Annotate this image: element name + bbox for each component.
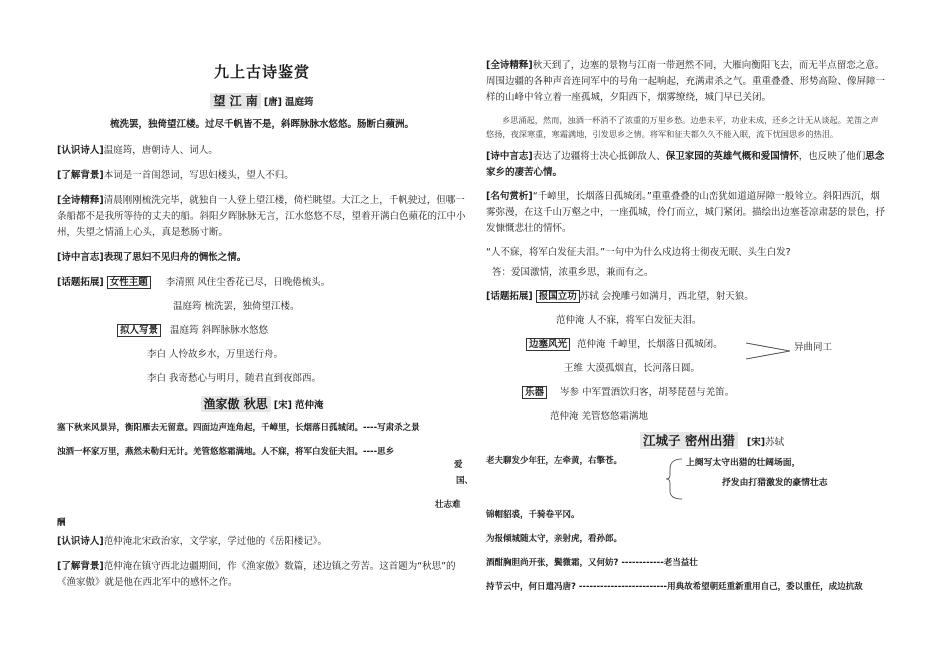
interpretation-text: 秋天到了，边塞的景物与江南一带迥然不同，大雁向衡阳飞去，而无半点留恋之意。周围边疆的各种声音连同军中的号角一起响起，充满肃杀之气。重重叠叠、形势高险、像屏障一样的山峰中耸立着一座孤城，夕阳西下，烟雾缭绕，城门早已关闭。 (486, 60, 886, 103)
poem3-heading (486, 431, 886, 449)
poem2-notes (57, 460, 474, 528)
brace-icon (664, 457, 686, 501)
poem3-line1: 老夫聊发少年狂，左牵黄，右擎苍。 (486, 456, 623, 466)
interpretation-label: [全诗精释] (57, 195, 104, 206)
extension-line: 温庭筠 梳洗罢，独倚望江楼。 (173, 301, 300, 312)
extension-line: 李白 人怜故乡水，万里送行舟。 (147, 349, 284, 360)
right-column (486, 58, 886, 595)
poem1-emotion (57, 250, 467, 266)
extension-line: 李白 我寄愁心与明月，随君直到夜郎西。 (147, 373, 322, 384)
poem1-extension (57, 275, 467, 291)
poem2-background (57, 559, 467, 591)
extension-row (486, 385, 886, 401)
poet-text: 范仲淹北宋政治家，文学家，学过他的《岳阳楼记》。 (103, 536, 327, 547)
poem1-interpretation (57, 193, 467, 241)
topic-women: 女性主题 (107, 276, 151, 289)
left-column (57, 58, 474, 600)
poet-label: [认识诗人] (57, 145, 104, 156)
emotion-text: 表现了思妇不见归舟的惆怅之情。 (103, 252, 247, 263)
extension-line: 范仲淹 羌管悠悠霜满地 (550, 411, 649, 422)
note-unfulfilled: 酬 (57, 518, 66, 528)
frontier-group (486, 337, 886, 377)
poem2-extension (486, 289, 886, 305)
note-ambition: 抒发由打猎激发的豪情壮志 (722, 478, 828, 488)
extension-line: 苏轼 会挽雕弓如满月，西北望，射天狼。 (579, 291, 754, 302)
poem3-upper (486, 453, 886, 503)
poem2-heading (57, 395, 467, 412)
poem3-line5: 持节云中，何日遣冯唐? -------------------------用典故希望朝廷重新重用自己，委以重任，成边抗敌 (486, 582, 863, 592)
poem2-emotion (486, 149, 886, 181)
topic-frontier: 边塞风光 (526, 338, 570, 351)
poem3-line2: 锦帽貂裘，千骑卷平冈。 (486, 510, 580, 520)
extension-label: [话题拓展] (486, 291, 533, 302)
poem1-dynasty: [唐] (263, 97, 283, 108)
extension-label: [话题拓展] (57, 277, 104, 288)
note-ambition: 壮志难 (435, 500, 461, 510)
note-upper-stanza: 上阕写太守出猎的壮阔场面， (686, 458, 801, 468)
famous-text: “千嶂里，长烟落日孤城闭。”重重叠叠的山峦犹如道道屏障一般耸立。斜阳西沉，烟雾弥漫，在这千山万壑之中，一座孤城，伶仃而立，城门紧闭。描绘出边塞苍凉肃瑟的景色，抒发慷慨悲壮的情怀。 (486, 191, 886, 234)
interpretation-text: 清晨刚刚梳洗完毕，就独自一人登上望江楼，倚栏眺望。大江之上，千帆驶过，但哪一条船都不是我所等待的丈夫的船。斜阳夕晖脉脉无言，江水悠悠不尽，望着开满白色蘋花的江中小州，失望之情涌上心头，真是愁肠寸断。 (57, 195, 466, 238)
emotion-text: ，也反映了他们 (798, 151, 866, 162)
interpretation-label: [全诗精释] (486, 60, 533, 71)
emotion-label: [诗中言志] (57, 252, 104, 263)
topic-instrument: 乐器 (522, 386, 547, 399)
poem1-heading (57, 92, 467, 109)
emotion-label: [诗中言志] (486, 151, 533, 162)
famous-label: [名句赏析] (486, 191, 533, 202)
extension-line: 李清照 风住尘香花已尽，日晚倦梳头。 (165, 277, 331, 288)
emotion-text-bold: 思念家乡的凄苦心情。 (486, 151, 885, 178)
poem2-line1: 塞下秋来风景异，衡阳雁去无留意。四面边声连角起，千嶂里，长烟落日孤城闭。----写肃杀之景 (57, 423, 420, 433)
poet-label: [认识诗人] (57, 536, 104, 547)
page-title: 九上古诗鉴赏 (213, 63, 310, 81)
extension-line: 岑参 中军置酒饮归客，胡琴琵琶与羌笛。 (560, 387, 735, 398)
topic-personification: 拟人写景 (117, 324, 161, 337)
poem3-line4: 酒酣胸胆尚开张，鬓微霜，又何妨? ------------老当益壮 (486, 558, 698, 568)
poem2-line2: 浊酒一杯家万里，燕然未勒归无计。羌管悠悠霜满地。人不寐，将军白发征夫泪。----思乡 (57, 447, 395, 457)
poem2-translation-note: 乡思涌起，然而，浊酒一杯消不了浓重的万里乡愁。边患未平，功业未成，还乡之计无从谈起。羌笛之声悠扬，夜深寒重，寒霜满地，引发思乡之情。将军和征夫都久久不能入眠，流下忧国思乡的热泪。 (486, 115, 879, 139)
poem2-question: “人不寐，将军白发征夫泪。”一句中为什么戍边将士彻夜无眠、头生白发? (486, 247, 791, 258)
background-label: [了解背景] (57, 170, 104, 181)
poem3-author: 苏轼 (765, 437, 785, 448)
poem1-title: 望 江 南 (210, 93, 260, 109)
topic-patriotism: 报国立功 (536, 290, 580, 303)
note-country: 国、 (456, 476, 474, 486)
bracket-arrow-icon (744, 337, 794, 367)
extension-line: 范仲淹 千嶂里，长烟落日孤城闭。 (577, 339, 723, 350)
background-text: 本词是一首闺怨词，写思妇楼头，望人不归。 (103, 170, 294, 181)
extension-row (57, 323, 467, 339)
poem2-interpretation (486, 58, 886, 106)
poem2-answer: 答：爱国激情，浓重乡思，兼而有之。 (492, 267, 654, 278)
poem1-text: 梳洗罢，独倚望江楼。过尽千帆皆不是，斜晖脉脉水悠悠。肠断白蘋洲。 (109, 119, 414, 130)
poem1-poet (57, 143, 467, 159)
poem3-line3: 为报倾城随太守，亲射虎，看孙郎。 (486, 534, 623, 544)
extension-line: 温庭筠 斜晖脉脉水悠悠 (170, 325, 269, 336)
poem3-dynasty: [宋] (746, 437, 766, 448)
note-same-effect: 异曲同工 (794, 342, 833, 353)
poem1-background (57, 168, 467, 184)
poem3-title: 江城子 密州出猎 (640, 432, 738, 449)
extension-line: 王维 大漠孤烟直，长河落日圆。 (564, 363, 701, 374)
emotion-text: 表达了边疆将士决心抵御敌人、 (532, 151, 666, 162)
emotion-text-bold: 保卫家园的英雄气概和爱国情怀 (665, 151, 799, 162)
poet-text: 温庭筠，唐朝诗人、词人。 (103, 145, 218, 156)
poem2-author: 范仲淹 (294, 400, 324, 411)
background-text: 范仲淹在镇守西北边疆期间，作《渔家傲》数篇，述边镇之劳苦。这首题为“秋思”的《渔家傲》就是他在西北军中的感怀之作。 (57, 561, 456, 588)
poem2-title: 渔家傲 秋思 (201, 396, 271, 412)
poem2-poet (57, 534, 467, 550)
background-label: [了解背景] (57, 561, 104, 572)
note-love: 爱 (454, 460, 463, 470)
extension-line: 范仲淹 人不寐，将军白发征夫泪。 (556, 315, 702, 326)
poem1-author: 温庭筠 (285, 97, 314, 108)
poem2-famous-line (486, 189, 886, 237)
poem2-dynasty: [宋] (273, 400, 292, 411)
